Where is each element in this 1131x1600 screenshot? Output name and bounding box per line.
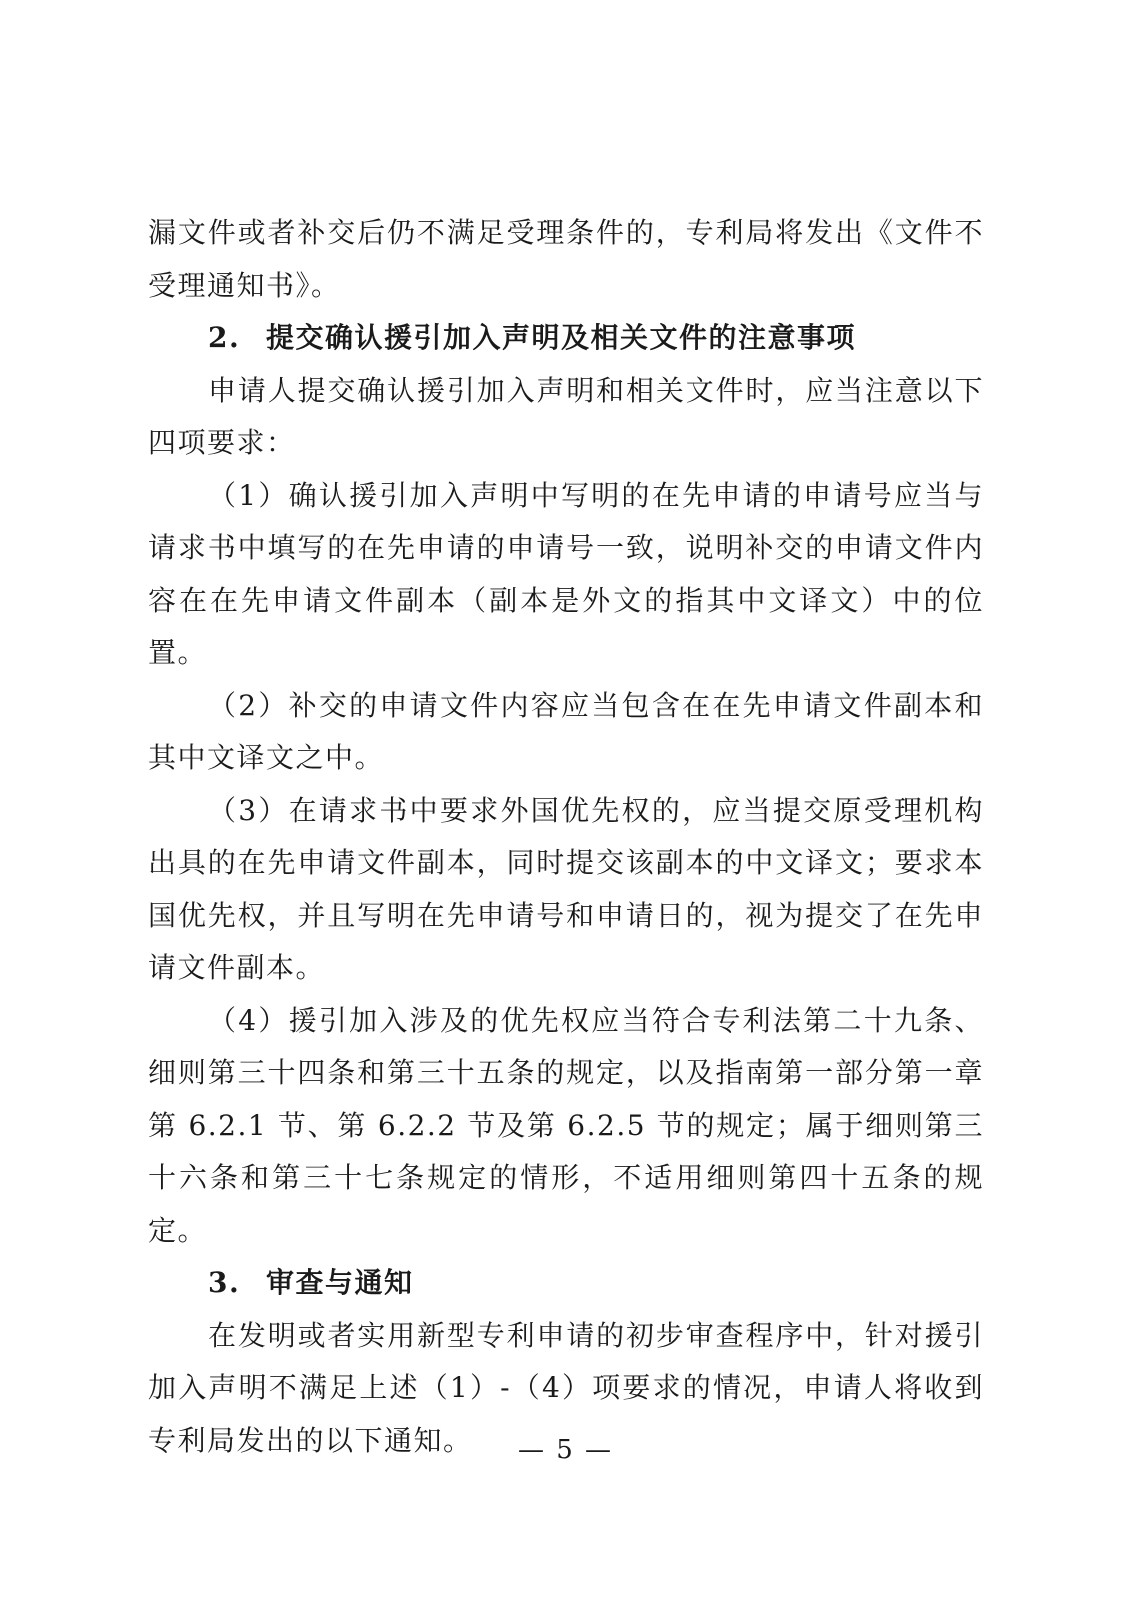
paragraph-item-2: （2）补交的申请文件内容应当包含在在先申请文件副本和其中文译文之中。: [148, 688, 984, 774]
section-number: 2.: [208, 321, 241, 354]
paragraph-item-3: （3）在请求书中要求外国优先权的，应当提交原受理机构出具的在先申请文件副本，同时提交该副本的中文译文；要求本国优先权，并且写明在先申请号和申请日的，视为提交了在先申请文件副本。: [148, 793, 984, 984]
document-body: [148, 207, 984, 1467]
section-number: 3.: [208, 1266, 241, 1299]
paragraph-intro: 申请人提交确认援引加入声明和相关文件时，应当注意以下四项要求：: [148, 373, 984, 459]
paragraph-item-1: （1）确认援引加入声明中写明的在先申请的申请号应当与请求书中填写的在先申请的申请号一致，说明补交的申请文件内容在在先申请文件副本（副本是外文的指其中文译文）中的位置。: [148, 478, 984, 669]
section-title: 审查与通知: [266, 1266, 414, 1299]
page-number: — 5 —: [517, 1435, 614, 1465]
section-heading-3: [148, 1257, 984, 1310]
section-title: 提交确认援引加入声明及相关文件的注意事项: [266, 321, 857, 354]
paragraph-item-4: （4）援引加入涉及的优先权应当符合专利法第二十九条、细则第三十四条和第三十五条的规定，以及指南第一部分第一章第 6.2.1 节、第 6.2.2 节及第 6.2.5 节的规定；属于细则第三十六条和第三十七条规定的情形，不适用细则第四十五条的规定。: [148, 1003, 984, 1247]
paragraph-continuation: 漏文件或者补交后仍不满足受理条件的，专利局将发出《文件不受理通知书》。: [148, 216, 984, 302]
section-heading-2: [148, 312, 984, 365]
paragraph-review: 在发明或者实用新型专利申请的初步审查程序中，针对援引加入声明不满足上述（1）-（4）项要求的情况，申请人将收到专利局发出的以下通知。: [148, 1318, 984, 1457]
